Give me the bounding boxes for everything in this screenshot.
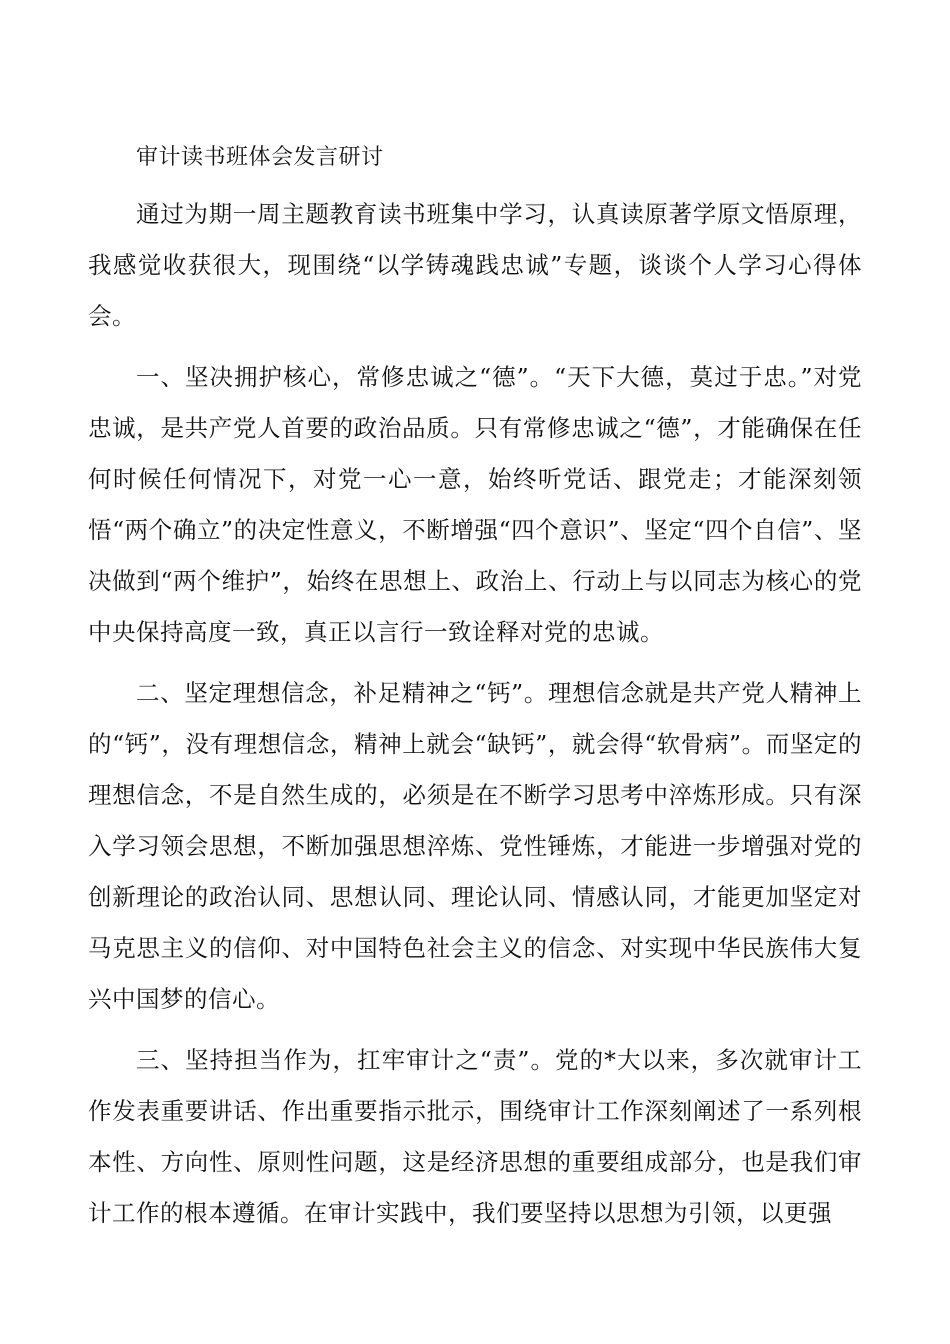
paragraph-intro: 通过为期一周主题教育读书班集中学习，认真读原著学原文悟原理，我感觉收获很大，现围绕“以学铸魂践忠诚”专题，谈谈个人学习心得体会。 xyxy=(88,200,862,330)
document-body xyxy=(88,138,862,1249)
paragraph-ideals: 二、坚定理想信念，补足精神之“钙”。理想信念就是共产党人精神上的“钙”，没有理想信念，精神上就会“缺钙”，就会得“软骨病”。而坚定的理想信念，不是自然生成的，必须是在不断学习思考中淬炼形成。只有深入学习领会思想，不断加强思想淬炼、党性锤炼，才能进一步增强对党的创新理论的政治认同、思想认同、理论认同、情感认同，才能更加坚定对马克思主义的信仰、对中国特色社会主义的信念、对实现中华民族伟大复兴中国梦的信心。 xyxy=(88,679,862,1013)
document-title: 审计读书班体会发言研讨 xyxy=(136,145,384,170)
paragraph-loyalty: 一、坚决拥护核心，常修忠诚之“德”。“天下大德，莫过于忠。”对党忠诚，是共产党人首要的政治品质。只有常修忠诚之“德”，才能确保在任何时候任何情况下，对党一心一意，始终听党话、跟党走；才能深刻领悟“两个确立”的决定性意义，不断增强“四个意识”、坚定“四个自信”、坚决做到“两个维护”，始终在思想上、政治上、行动上与以同志为核心的党中央保持高度一致，真正以言行一致诠释对党的忠诚。 xyxy=(88,363,862,646)
paragraph-audit-duty: 三、坚持担当作为，扛牢审计之“责”。党的*大以来，多次就审计工作发表重要讲话、作出重要指示批示，围绕审计工作深刻阐述了一系列根本性、方向性、原则性问题，这是经济思想的重要组成部分，也是我们审计工作的根本遵循。在审计实践中，我们要坚持以思想为引领，以更强 xyxy=(88,1046,862,1227)
